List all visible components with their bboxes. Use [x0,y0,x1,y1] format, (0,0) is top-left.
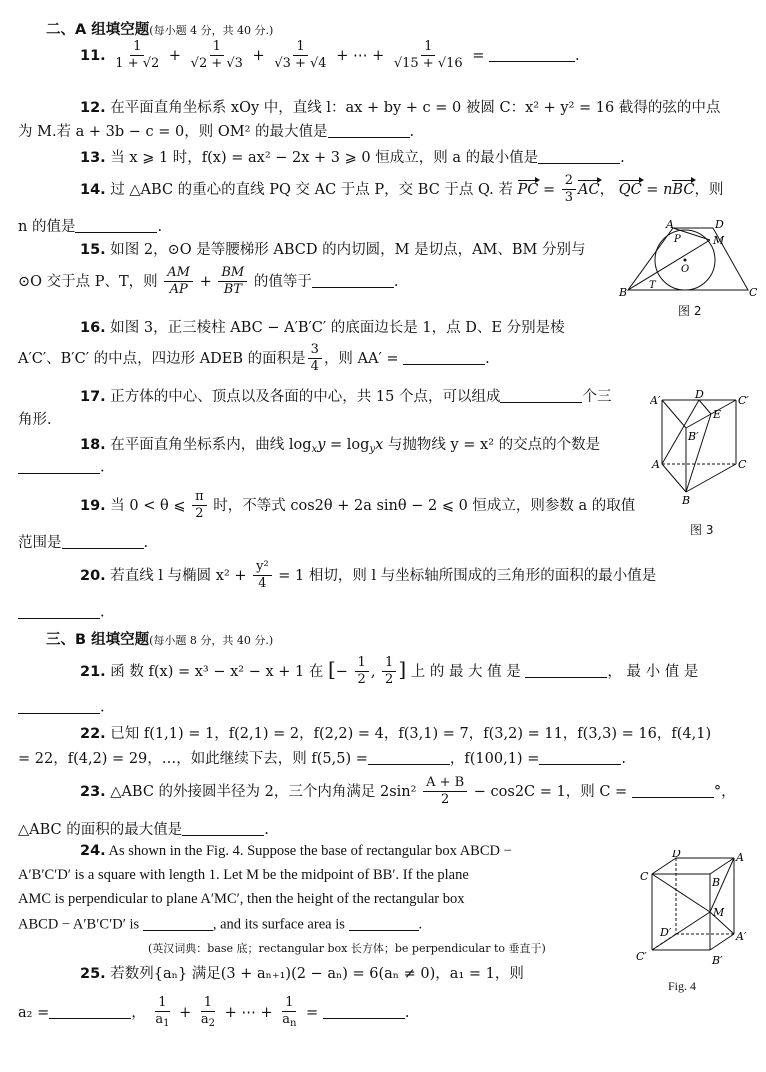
question-13: 13. 当 x ⩾ 1 时，f(x) = ax² − 2x + 3 ⩾ 0 恒成立，则 a 的最小值是 . [80,150,625,166]
svg-text:A: A [666,220,674,231]
svg-text:E: E [713,408,722,421]
figure-4-rectangular-box [636,850,756,970]
answer-blank[interactable] [632,782,714,798]
figure-2-trapezoid-circle [618,220,758,300]
svg-text:M: M [713,234,725,247]
question-24-line2: A′B′C′D′ is a square with length 1. Let M be the midpoint of BB′. If the plane [18,867,469,883]
svg-text:B′: B′ [712,954,723,967]
answer-blank[interactable] [75,218,157,234]
svg-text:A′: A′ [736,930,747,943]
svg-text:O: O [681,264,690,275]
svg-text:P: P [674,234,681,245]
answer-blank[interactable] [525,662,607,678]
svg-text:B: B [712,876,721,889]
svg-text:M: M [713,906,725,919]
answer-blank[interactable] [18,458,100,474]
question-25-cont: a₂ = ， $\frac{1}{a_1}$ + $\frac{1}{a_2}$ + ⋯ + $\frac{1}{a_n}$ = . [18,995,410,1029]
answer-blank[interactable] [349,915,419,931]
svg-text:C: C [640,870,649,883]
svg-text:B: B [682,494,691,507]
svg-text:D′: D′ [660,926,672,939]
figure-3-prism [650,388,760,508]
question-22: 22. 已知 f(1,1) = 1，f(2,1) = 2，f(2,2) = 4，f(3,1) = 7，f(3,2) = 11，f(3,3) = 16，f(4,1) [80,726,712,742]
question-17-cont: 角形. [18,412,52,428]
question-14: 14. 过 △ABC 的重心的直线 PQ 交 AC 于点 P，交 BC 于点 Q. 若 PC = $\frac{2}{3}$ AC， QC = nBC，则 [80,173,724,205]
answer-blank[interactable] [312,272,394,288]
question-11: 11. $\frac{1}{1 + √2}$ + $\frac{1}{√2 + √3}$ + $\frac{1}{√3 + √4}$ + ⋯ + $\frac{1}{√15 + √16}$ = . [80,39,580,71]
answer-blank[interactable] [18,603,100,619]
svg-text:D: D [715,220,724,231]
svg-text:A: A [652,458,660,471]
question-21: 21. 函 数 f(x) = x³ − x² − x + 1 在 [− $\frac{1}{2}$ , $\frac{1}{2}$ ] 上 的 最 大 值 是 ， 最 小 值 是 [80,655,699,687]
question-21-cont: . [18,698,105,716]
svg-text:C: C [749,286,758,299]
svg-text:C: C [738,458,747,471]
answer-blank[interactable] [323,1003,405,1019]
svg-text:A: A [736,851,744,864]
question-12: 12. 在平面直角坐标系 xOy 中，直线 l：ax + by + c = 0 被圆 C：x² + y² = 16 截得的弦的中点 [80,100,721,116]
figure-4-caption: Fig. 4 [668,979,697,993]
question-20-cont: . [18,603,105,621]
svg-text:B′: B′ [688,430,699,443]
question-12-cont: 为 M.若 a + 3b − c = 0，则 OM² 的最大值是 . [18,124,415,140]
figure-3-caption: 图 3 [690,523,714,537]
answer-blank[interactable] [328,123,410,139]
svg-text:D: D [672,850,681,860]
section-b-title: 三、B 组填空题(每小题 8 分，共 40 分.) [46,632,274,648]
answer-blank[interactable] [143,915,213,931]
question-24-glossary: (英汉词典：base 底；rectangular box 长方体；be perpendicular to 垂直于) [148,942,546,955]
question-22-cont: = 22，f(4,2) = 29，…，如此继续下去，则 f(5,5) = ，f(100,1) = . [18,751,626,767]
answer-blank[interactable] [538,149,620,165]
answer-blank[interactable] [49,1003,131,1019]
answer-blank[interactable] [403,349,485,365]
question-25: 25. 若数列{aₙ} 满足(3 + aₙ₊₁)(2 − aₙ) = 6(aₙ ≠ 0)，a₁ = 1，则 [80,966,524,982]
question-15-cont: ⊙O 交于点 P、T，则 $\frac{AM}{AP}$ + $\frac{BM}{BT}$ 的值等于 . [18,265,399,297]
answer-blank[interactable] [489,46,575,62]
answer-blank[interactable] [539,750,621,766]
question-15: 15. 如图 2，⊙O 是等腰梯形 ABCD 的内切圆，M 是切点，AM、BM 分别与 [80,242,586,258]
question-24-line3: AMC is perpendicular to plane A′MC′, then the height of the rectangular box [18,891,465,907]
question-16: 16. 如图 3，正三棱柱 ABC − A′B′C′ 的底面边长是 1，点 D、E 分别是棱 [80,320,565,336]
section-a-title: 二、A 组填空题(每小题 4 分，共 40 分.) [46,22,274,38]
question-19-cont: 范围是 . [18,535,149,551]
question-24: 24. As shown in the Fig. 4. Suppose the base of rectangular box ABCD − [80,843,512,859]
svg-text:B: B [619,286,628,299]
question-18-cont: . [18,458,105,476]
answer-blank[interactable] [18,698,100,714]
answer-blank[interactable] [368,750,450,766]
svg-text:D: D [695,388,704,401]
question-14-cont: n 的值是 . [18,219,163,235]
question-23-cont: △ABC 的面积的最大值是 . [18,822,269,838]
figure-2-caption: 图 2 [678,304,702,318]
question-18: 18. 在平面直角坐标系内，曲线 $\log_xy = \log_yx$ 与抛物线 y = x² 的交点的个数是 [80,437,601,455]
question-16-cont: A′C′、B′C′ 的中点，四边形 ADEB 的面积是 $\frac{3}{4}$ ，则 AA′ = . [18,342,490,374]
question-23: 23. △ABC 的外接圆半径为 2，三个内角满足 2sin² $\frac{A + B}{2}$ − cos2C = 1，则 C = °， [80,775,736,807]
svg-text:C′: C′ [636,950,647,963]
svg-text:A′: A′ [650,394,661,407]
answer-blank[interactable] [500,388,582,404]
question-20: 20. 若直线 l 与椭圆 x² + $\frac{\text{y²}}{4}$ = 1 相切，则 l 与坐标轴所围成的三角形的面积的最小值是 [80,559,657,591]
answer-blank[interactable] [62,534,144,550]
question-24-line4: ABCD − A′B′C′D′ is , and its surface area is . [18,916,423,933]
answer-blank[interactable] [182,821,264,837]
question-17: 17. 正方体的中心、顶点以及各面的中心，共 15 个点，可以组成 个三 [80,389,612,405]
svg-text:T: T [649,280,656,291]
svg-text:C′: C′ [738,394,749,407]
question-19: 19. 当 0 < θ ⩽ $\frac{\pi}{2}$ 时，不等式 cos2θ + 2a sinθ − 2 ⩽ 0 恒成立，则参数 a 的取值 [80,489,636,521]
